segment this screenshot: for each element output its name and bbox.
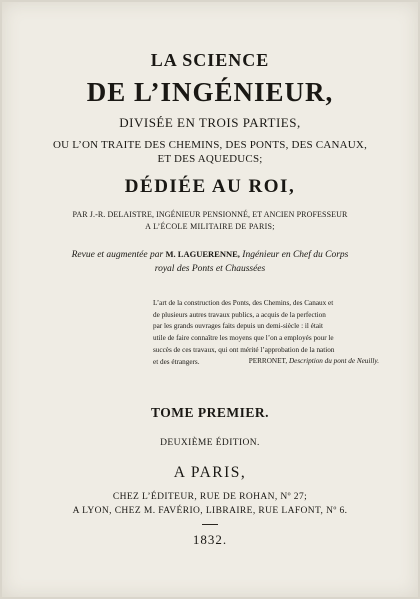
imprint-line-1: CHEZ L’ÉDITEUR, RUE DE ROHAN, Nº 27; [112,492,308,502]
reviser-suffix: Ingénieur en Chef du Corps [242,250,349,260]
subtitle-line: DIVISÉE EN TROIS PARTIES, [119,115,301,130]
title-page [2,2,418,597]
epigraph-line: L’art de la construction des Ponts, des Chemins, des Canaux et [153,299,334,307]
epigraph-line: par les grands ouvrages faits depuis un demi-siècle : il était [153,322,324,331]
subject-line-2: ET DES AQUEDUCS; [157,153,263,165]
edition-label: DEUXIÈME ÉDITION. [160,438,260,448]
dedication-line: DÉDIÉE AU ROI, [124,176,296,197]
author-line-2: A L’ÉCOLE MILITAIRE DE PARIS; [145,222,275,231]
subject-line-1: OU L’ON TRAITE DES CHEMINS, DES PONTS, DES CANAUX, [52,139,368,151]
title-line-1: LA SCIENCE [150,50,270,70]
reviser-line-2: royal des Ponts et Chaussées [154,264,266,274]
divider-rule [202,524,218,525]
epigraph-line: succès de ces travaux, qui ont mérité l’approbation de la nation [153,345,335,354]
epigraph-author: PERRONET, [248,357,288,365]
epigraph-source: Description du pont de Neuilly. [288,357,379,365]
volume-label: TOME PREMIER. [150,405,269,420]
imprint-city: A PARIS, [173,464,247,481]
publication-year: 1832. [192,532,228,547]
author-line-1: PAR J.-R. DELAISTRE, INGÉNIEUR PENSIONNÉ, ET ANCIEN PROFESSEUR [72,210,348,219]
title-line-2: DE L’INGÉNIEUR, [86,77,334,107]
epigraph-line: de plusieurs autres travaux publics, a acquis de la perfection [153,310,326,319]
reviser-prefix: Revue et augmentée par [71,250,164,260]
epigraph-line: utile de faire connaître les moyens que l’on a employés pour le [153,334,334,343]
imprint-line-2: A LYON, CHEZ M. FAVÉRIO, LIBRAIRE, RUE LAFONT, Nº 6. [72,506,348,516]
epigraph-line: et des étrangers. [153,357,200,366]
epigraph-citation [153,357,379,365]
reviser-name: M. LAGUERENNE, [165,249,240,259]
reviser-line-1 [2,249,418,260]
